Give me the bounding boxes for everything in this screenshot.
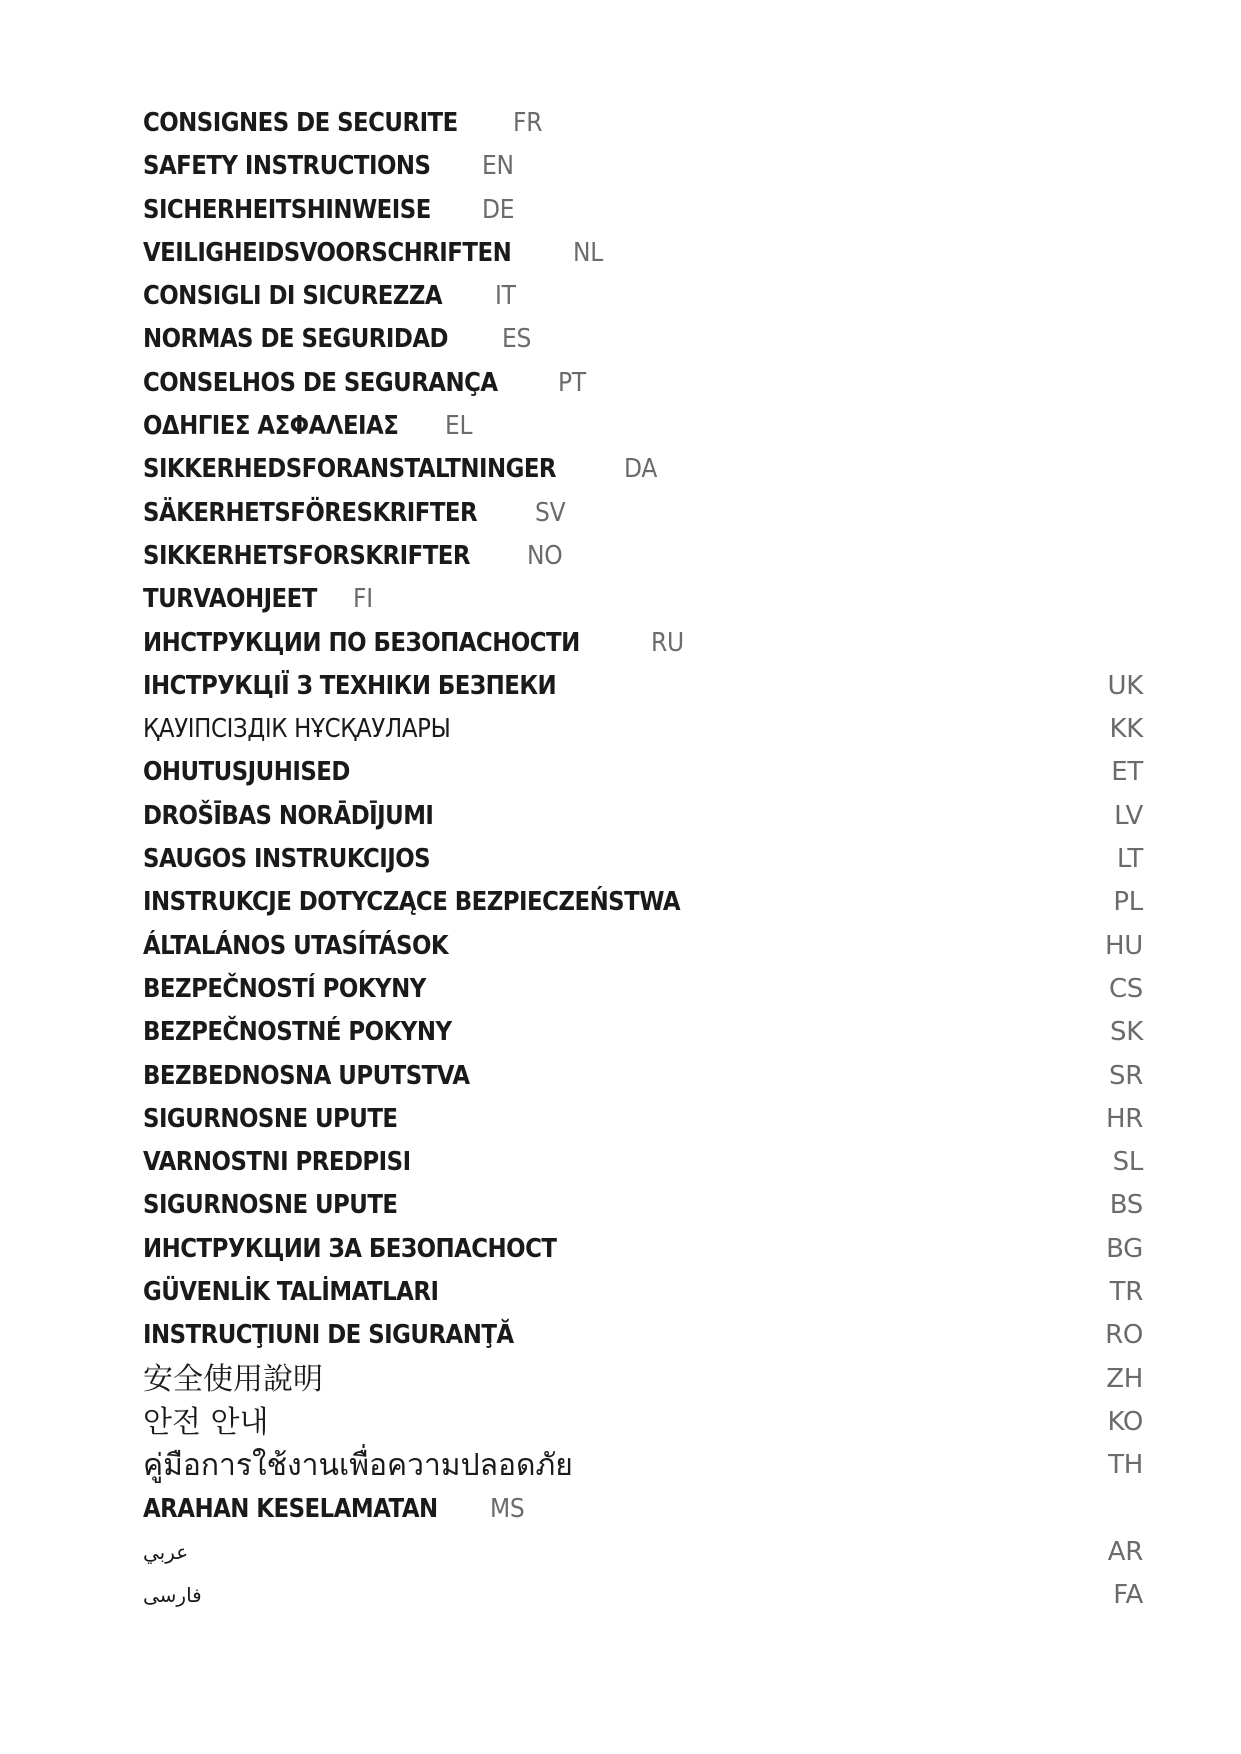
entry-de — [143, 189, 1143, 232]
entry-ar — [143, 1531, 1143, 1574]
language-code: RU — [651, 627, 685, 658]
entry-title: BEZPEČNOSTNÉ POKYNY — [143, 1017, 452, 1048]
entry-sr — [143, 1055, 1143, 1098]
entry-title: SIKKERHEDSFORANSTALTNINGER — [143, 454, 557, 485]
language-code: EN — [481, 151, 514, 182]
entry-da — [143, 448, 1143, 491]
entry-title: 安全使用說明 — [143, 1361, 323, 1397]
entry-hr — [143, 1098, 1143, 1141]
language-code: TH — [1108, 1450, 1143, 1481]
entry-title: GÜVENLİK TALİMATLARI — [143, 1277, 439, 1308]
language-code: DE — [482, 194, 515, 225]
entry-sk — [143, 1011, 1143, 1054]
language-code: SK — [1110, 1017, 1143, 1048]
entry-ru — [143, 622, 1143, 665]
language-code: RO — [1105, 1320, 1143, 1351]
entry-title: SAFETY INSTRUCTIONS — [143, 151, 431, 182]
entry-title: ÁLTALÁNOS UTASÍTÁSOK — [143, 930, 449, 961]
entry-title: ҚАУІПСІЗДІК НҰСҚАУЛАРЫ — [143, 714, 451, 745]
language-code: LV — [1114, 800, 1143, 831]
language-code: PT — [557, 367, 586, 398]
entry-title: SIGURNOSNE UPUTE — [143, 1103, 398, 1134]
entry-fi — [143, 578, 1143, 621]
language-code: ES — [501, 324, 531, 355]
language-code: NO — [526, 540, 562, 571]
language-code: CS — [1108, 973, 1143, 1004]
entry-title: NORMAS DE SEGURIDAD — [143, 324, 448, 355]
language-code: KO — [1107, 1406, 1143, 1437]
entry-kk — [143, 708, 1143, 751]
entry-title: 안전 안내 — [143, 1404, 269, 1440]
language-code: LT — [1116, 844, 1143, 875]
language-code: ET — [1111, 757, 1143, 788]
language-code: FR — [512, 108, 542, 138]
entry-et — [143, 751, 1143, 794]
entry-title: ИНСТРУКЦИИ ЗА БЕЗОПАСНОСТ — [143, 1233, 557, 1264]
entry-es — [143, 318, 1143, 361]
language-code: UK — [1107, 670, 1143, 701]
entry-pl — [143, 881, 1143, 924]
entry-cs — [143, 968, 1143, 1011]
language-code: DA — [624, 454, 658, 485]
entry-title: VARNOSTNI PREDPISI — [143, 1147, 411, 1178]
entry-title: ИНСТРУКЦИИ ПО БЕЗОПАСНОСТИ — [143, 627, 580, 658]
entry-title: CONSELHOS DE SEGURANÇA — [143, 367, 498, 398]
entry-fr — [143, 102, 1143, 145]
entry-hu — [143, 925, 1143, 968]
entry-th — [143, 1444, 1143, 1487]
language-code: AR — [1107, 1536, 1143, 1567]
entry-nl — [143, 232, 1143, 275]
entry-title: CONSIGNES DE SECURITE — [143, 108, 458, 138]
entry-fa — [143, 1574, 1143, 1617]
entry-lv — [143, 795, 1143, 838]
entry-title: TURVAOHJEET — [143, 584, 317, 615]
entry-no — [143, 535, 1143, 578]
language-code: HR — [1105, 1103, 1143, 1134]
entry-ms — [143, 1488, 1143, 1531]
language-code: SR — [1109, 1060, 1143, 1091]
entry-title: OHUTUSJUHISED — [143, 757, 350, 788]
entry-title: ІНСТРУКЦІЇ З ТЕХНІКИ БЕЗПЕКИ — [143, 670, 557, 701]
entry-title: SÄKERHETSFÖRESKRIFTER — [143, 497, 478, 528]
language-code: SL — [1112, 1147, 1143, 1178]
entry-title: คู่มือการใช้งานเพื่อความปลอดภัย — [143, 1448, 573, 1484]
entry-bs — [143, 1184, 1143, 1227]
language-code: MS — [489, 1493, 525, 1524]
entry-title: BEZPEČNOSTÍ POKYNY — [143, 973, 426, 1004]
entry-lt — [143, 838, 1143, 881]
entry-ro — [143, 1314, 1143, 1357]
entry-sl — [143, 1141, 1143, 1184]
entry-title: فارسی — [143, 1583, 202, 1608]
entry-bg — [143, 1228, 1143, 1271]
entry-it — [143, 275, 1143, 318]
entry-title: SICHERHEITSHINWEISE — [143, 194, 431, 225]
entry-title: SAUGOS INSTRUKCIJOS — [143, 844, 431, 875]
entry-title: ARAHAN KESELAMATAN — [143, 1493, 438, 1524]
entry-title: DROŠĪBAS NORĀDĪJUMI — [143, 800, 434, 831]
entry-title: SIKKERHETSFORSKRIFTER — [143, 540, 471, 571]
language-code: SV — [534, 497, 565, 528]
entry-title: INSTRUCŢIUNI DE SIGURANŢĂ — [143, 1320, 514, 1351]
entry-pt — [143, 362, 1143, 405]
language-code: KK — [1109, 714, 1143, 745]
entry-title: INSTRUKCJE DOTYCZĄCE BEZPIECZEŃSTWA — [143, 887, 681, 918]
entry-tr — [143, 1271, 1143, 1314]
language-code: ZH — [1106, 1363, 1143, 1394]
language-code: BG — [1106, 1233, 1143, 1264]
language-code: TR — [1109, 1277, 1143, 1308]
entry-uk — [143, 665, 1143, 708]
entry-en — [143, 145, 1143, 188]
entry-el — [143, 405, 1143, 448]
language-code: IT — [494, 281, 516, 312]
entry-sv — [143, 492, 1143, 535]
language-code: FI — [352, 584, 373, 615]
entry-title: SIGURNOSNE UPUTE — [143, 1190, 398, 1221]
language-code: EL — [445, 411, 473, 442]
entry-ko — [143, 1401, 1143, 1444]
language-code: PL — [1113, 887, 1143, 918]
entry-zh — [143, 1358, 1143, 1401]
entry-title: ΟΔΗΓΙΕΣ ΑΣΦΑΛΕΙΑΣ — [143, 411, 399, 442]
language-code: BS — [1109, 1190, 1143, 1221]
language-code: FA — [1113, 1580, 1143, 1611]
safety-instructions-language-list — [143, 102, 1143, 1617]
language-code: HU — [1105, 930, 1143, 961]
entry-title: VEILIGHEIDSVOORSCHRIFTEN — [143, 237, 512, 268]
language-code: NL — [573, 237, 604, 268]
entry-title: CONSIGLI DI SICUREZZA — [143, 281, 443, 312]
entry-title: عربي — [143, 1539, 189, 1564]
entry-title: BEZBEDNOSNA UPUTSTVA — [143, 1060, 470, 1091]
